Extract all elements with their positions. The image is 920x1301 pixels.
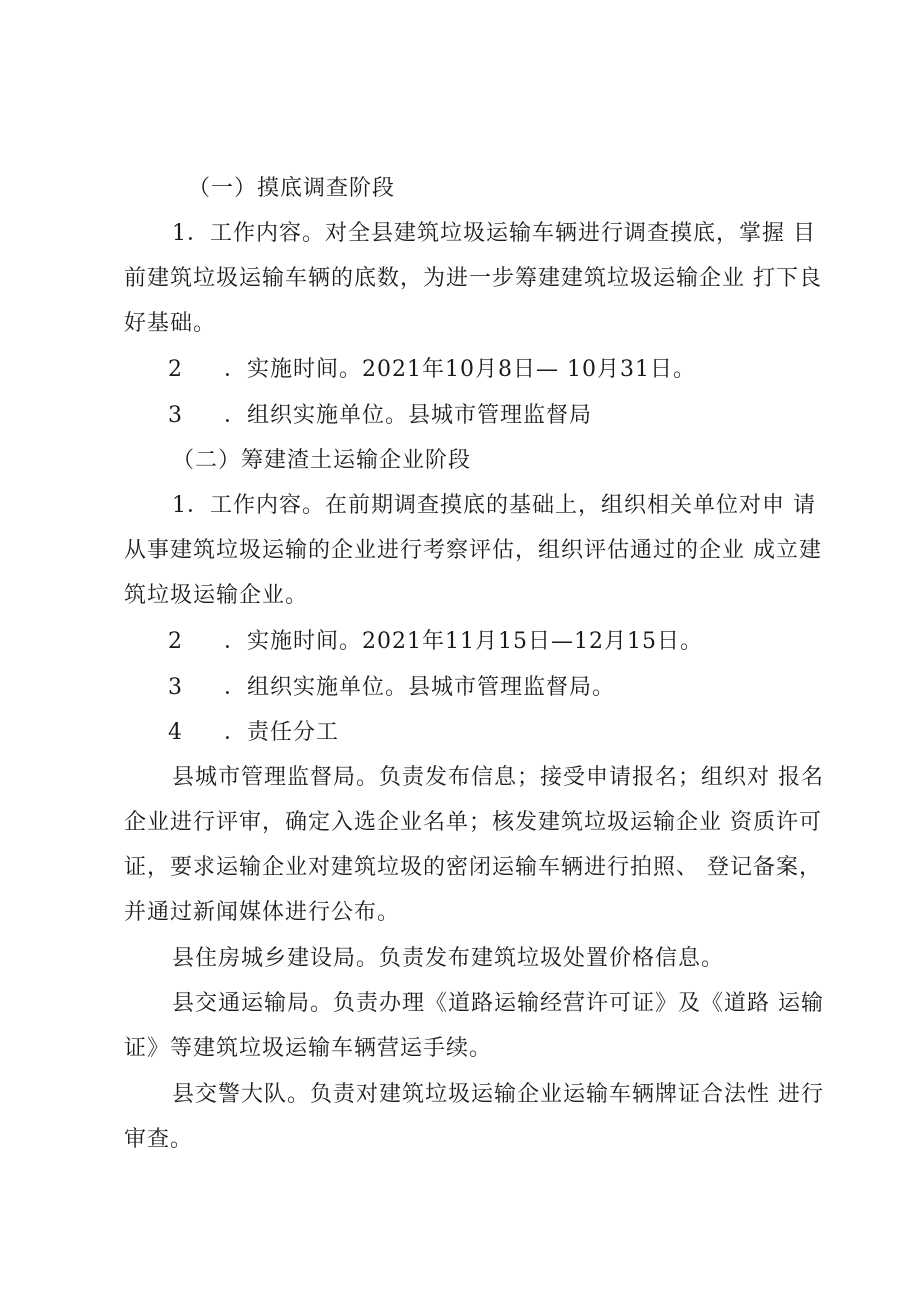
paragraph-line: 好基础。 bbox=[124, 311, 217, 336]
section-heading: （一）摸底调查阶段 bbox=[188, 176, 396, 201]
item-text: ．组织实施单位。县城市管理监督局 bbox=[224, 403, 593, 428]
paragraph-line: 企业进行评审，确定入选企业名单；核发建筑垃圾运输企业 资质许可 bbox=[124, 810, 822, 835]
paragraph-line: 证》等建筑垃圾运输车辆营运手续。 bbox=[124, 1036, 493, 1061]
item-number: 2 bbox=[168, 357, 183, 382]
item-number: 2 bbox=[168, 629, 183, 654]
section-heading: （二）筹建渣土运输企业阶段 bbox=[172, 448, 472, 473]
paragraph-line: 筑垃圾运输企业。 bbox=[124, 583, 309, 608]
item-text: ．实施时间。2021年10月8日— 10月31日。 bbox=[224, 357, 696, 382]
paragraph-line bbox=[168, 355, 696, 385]
item-number: 3 bbox=[168, 675, 183, 700]
paragraph-line: 县城市管理监督局。负责发布信息；接受申请报名；组织对 报名 bbox=[172, 765, 824, 790]
paragraph-line: 从事建筑垃圾运输的企业进行考察评估，组织评估通过的企业 成立建 bbox=[124, 538, 822, 563]
item-text: ．责任分工 bbox=[224, 720, 340, 745]
item-text: ．工作内容。在前期调查摸底的基础上，组织相关单位对申 请 bbox=[187, 493, 816, 518]
paragraph-line bbox=[172, 491, 816, 521]
paragraph-line: 县交警大队。负责对建筑垃圾运输企业运输车辆牌证合法性 进行 bbox=[172, 1082, 824, 1107]
paragraph-line: 县交通运输局。负责办理《道路运输经营许可证》及《道路 运输 bbox=[172, 991, 824, 1016]
item-text: ．实施时间。2021年11月15日—12月15日。 bbox=[224, 629, 703, 654]
paragraph-line bbox=[168, 673, 615, 703]
item-text: ．工作内容。对全县建筑垃圾运输车辆进行调查摸底，掌握 目 bbox=[187, 221, 816, 246]
paragraph-line bbox=[172, 219, 816, 249]
item-number: 1 bbox=[172, 221, 187, 246]
paragraph-line: 前建筑垃圾运输车辆的底数，为进一步筹建建筑垃圾运输企业 打下良 bbox=[124, 266, 822, 291]
paragraph-line: 县住房城乡建设局。负责发布建筑垃圾处置价格信息。 bbox=[172, 946, 725, 971]
paragraph-line bbox=[168, 718, 339, 748]
item-number: 3 bbox=[168, 403, 183, 428]
paragraph-line bbox=[168, 627, 703, 657]
item-text: ．组织实施单位。县城市管理监督局。 bbox=[224, 675, 616, 700]
paragraph-line bbox=[168, 401, 592, 431]
item-number: 1 bbox=[172, 493, 187, 518]
paragraph-line: 证，要求运输企业对建筑垃圾的密闭运输车辆进行拍照、 登记备案， bbox=[124, 855, 822, 880]
paragraph-line: 并通过新闻媒体进行公布。 bbox=[124, 900, 401, 925]
paragraph-line: 审查。 bbox=[124, 1127, 194, 1152]
item-number: 4 bbox=[168, 720, 183, 745]
